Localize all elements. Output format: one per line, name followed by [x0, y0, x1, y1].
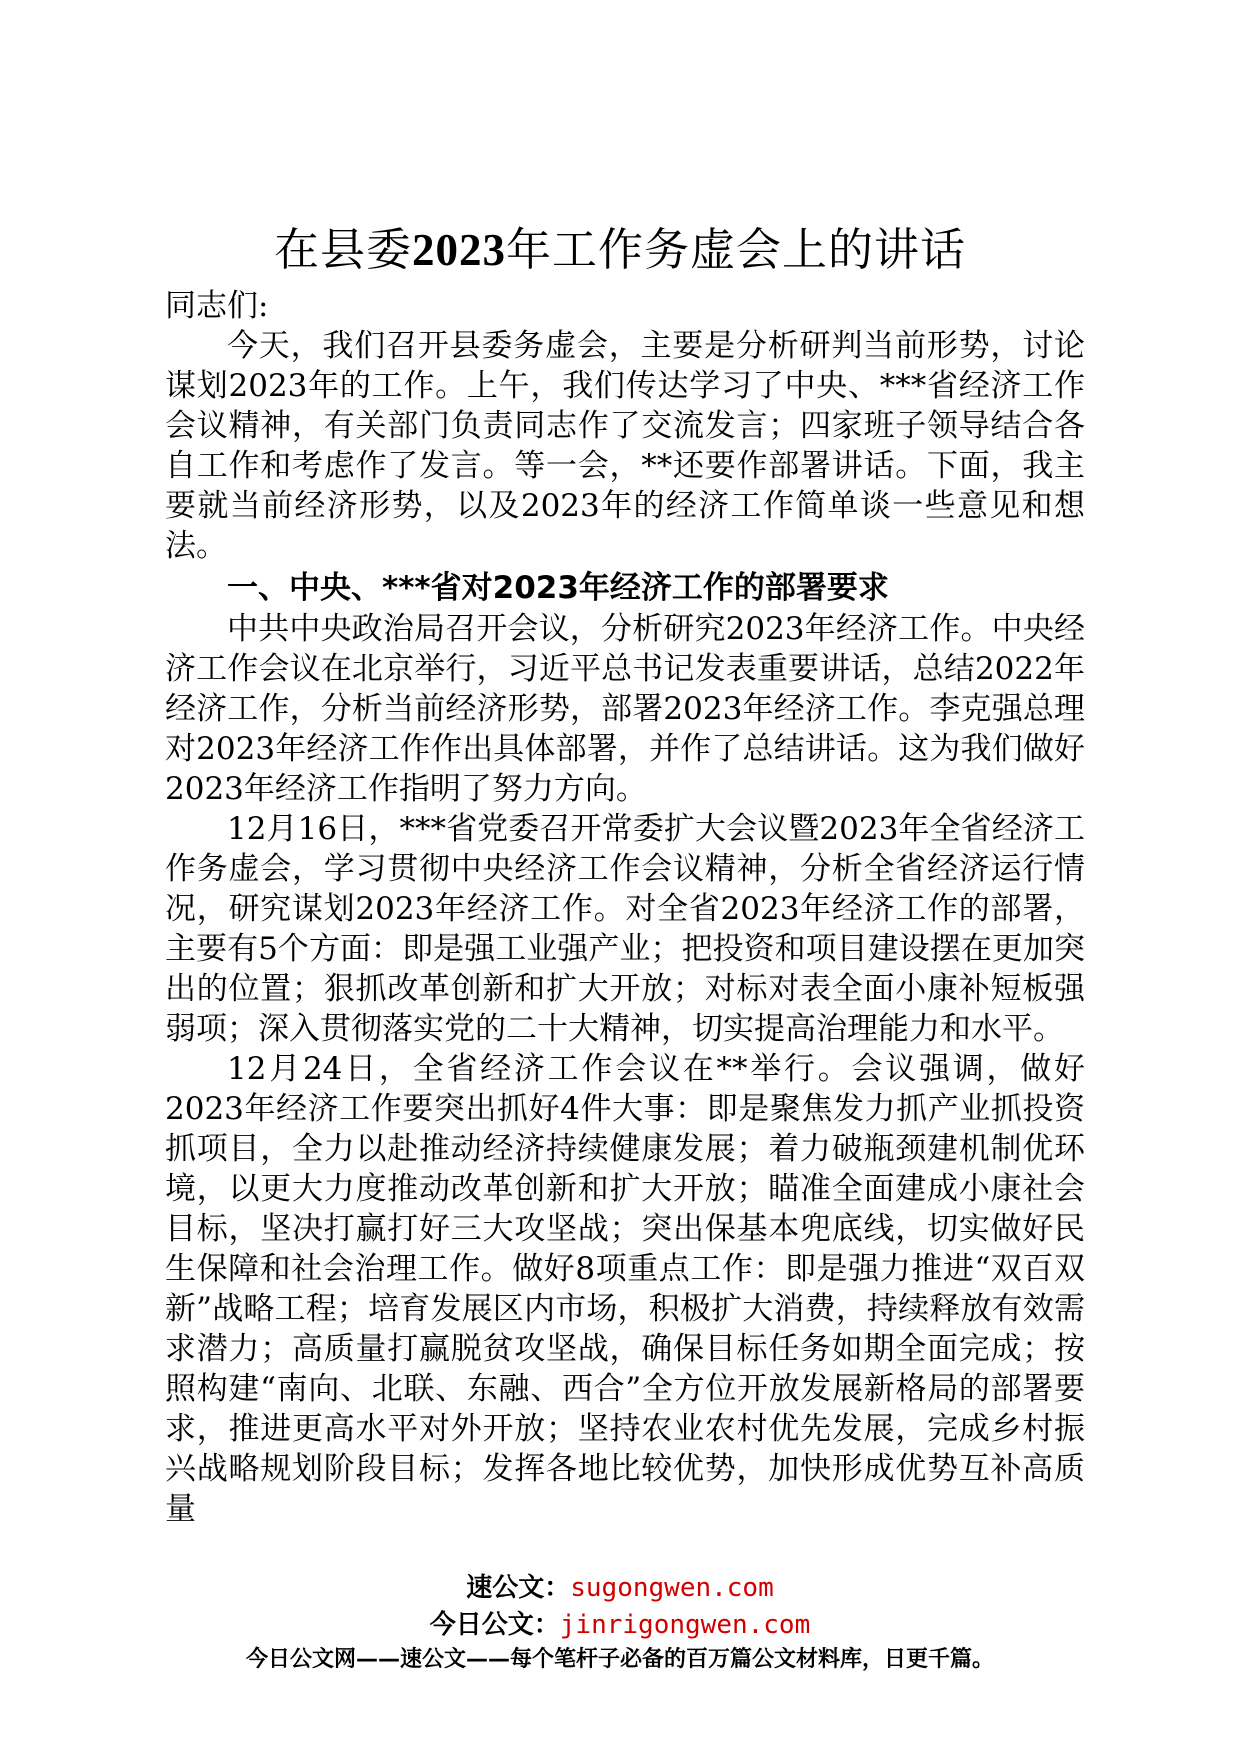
footer	[0, 1570, 1240, 1676]
section-heading-1: 一、中央、***省对2023年经济工作的部署要求	[227, 570, 889, 606]
footer-label-sugongwen: 速公文：	[466, 1573, 571, 1603]
footer-label-jinrigongwen: 今日公文：	[429, 1610, 560, 1640]
footer-link-sugongwen[interactable]: sugongwen.com	[570, 1573, 774, 1603]
footer-line-jinrigongwen	[0, 1607, 1240, 1644]
footer-line-sugongwen	[0, 1570, 1240, 1607]
paragraph-dec-24: 12月24日，全省经济工作会议在**举行。会议强调，做好2023年经济工作要突出抓好4件大事：即是聚焦发力抓产业抓投资抓项目，全力以赴推动经济持续健康发展；着力破瓶颈建机制优环境，以更大力度推动改革创新和扩大开放；瞄准全面建成小康社会目标，坚决打赢打好三大攻坚战；突出保基本兜底线，切实做好民生保障和社会治理工作。做好8项重点工作：即是强力推进“双百双新”战略工程；培育发展区内市场，积极扩大消费，持续释放有效需求潜力；高质量打赢脱贫攻坚战，确保目标任务如期全面完成；按照构建“南向、北联、东融、西合”全方位开放发展新格局的部署要求，推进更高水平对外开放；坚持农业农村优先发展，完成乡村振兴战略规划阶段目标；发挥各地比较优势，加快形成优势互补高质量	[165, 1051, 1085, 1527]
title-year: 2023	[412, 225, 506, 275]
title-suffix: 年工作务虚会上的讲话	[506, 223, 967, 276]
footer-link-jinrigongwen[interactable]: jinrigongwen.com	[559, 1610, 811, 1640]
paragraph-central-meeting: 中共中央政治局召开会议，分析研究2023年经济工作。中央经济工作会议在北京举行，习近平总书记发表重要讲话，总结2022年经济工作，分析当前经济形势，部署2023年经济工作。李克强总理对2023年经济工作作出具体部署，并作了总结讲话。这为我们做好2023年经济工作指明了努力方向。	[165, 611, 1085, 807]
footer-tagline: 今日公文网——速公文——每个笔杆子必备的百万篇公文材料库，日更千篇。	[245, 1647, 994, 1672]
title-prefix: 在县委	[273, 223, 412, 276]
salutation: 同志们:	[165, 288, 269, 324]
paragraph-dec-16: 12月16日，***省党委召开常委扩大会议暨2023年全省经济工作务虚会，学习贯彻中央经济工作会议精神，分析全省经济运行情况，研究谋划2023年经济工作。对全省2023年经济工作的部署，主要有5个方面：即是强工业强产业；把投资和项目建设摆在更加突出的位置；狠抓改革创新和扩大开放；对标对表全面小康补短板强弱项；深入贯彻落实党的二十大精神，切实提高治理能力和水平。	[165, 811, 1085, 1047]
document-body	[165, 286, 1085, 1529]
paragraph-intro: 今天，我们召开县委务虚会，主要是分析研判当前形势，讨论谋划2023年的工作。上午，我们传达学习了中央、***省经济工作会议精神，有关部门负责同志作了交流发言；四家班子领导结合各自工作和考虑作了发言。等一会，**还要作部署讲话。下面，我主要就当前经济形势，以及2023年的经济工作简单谈一些意见和想法。	[165, 328, 1085, 564]
document-title	[0, 220, 1240, 280]
